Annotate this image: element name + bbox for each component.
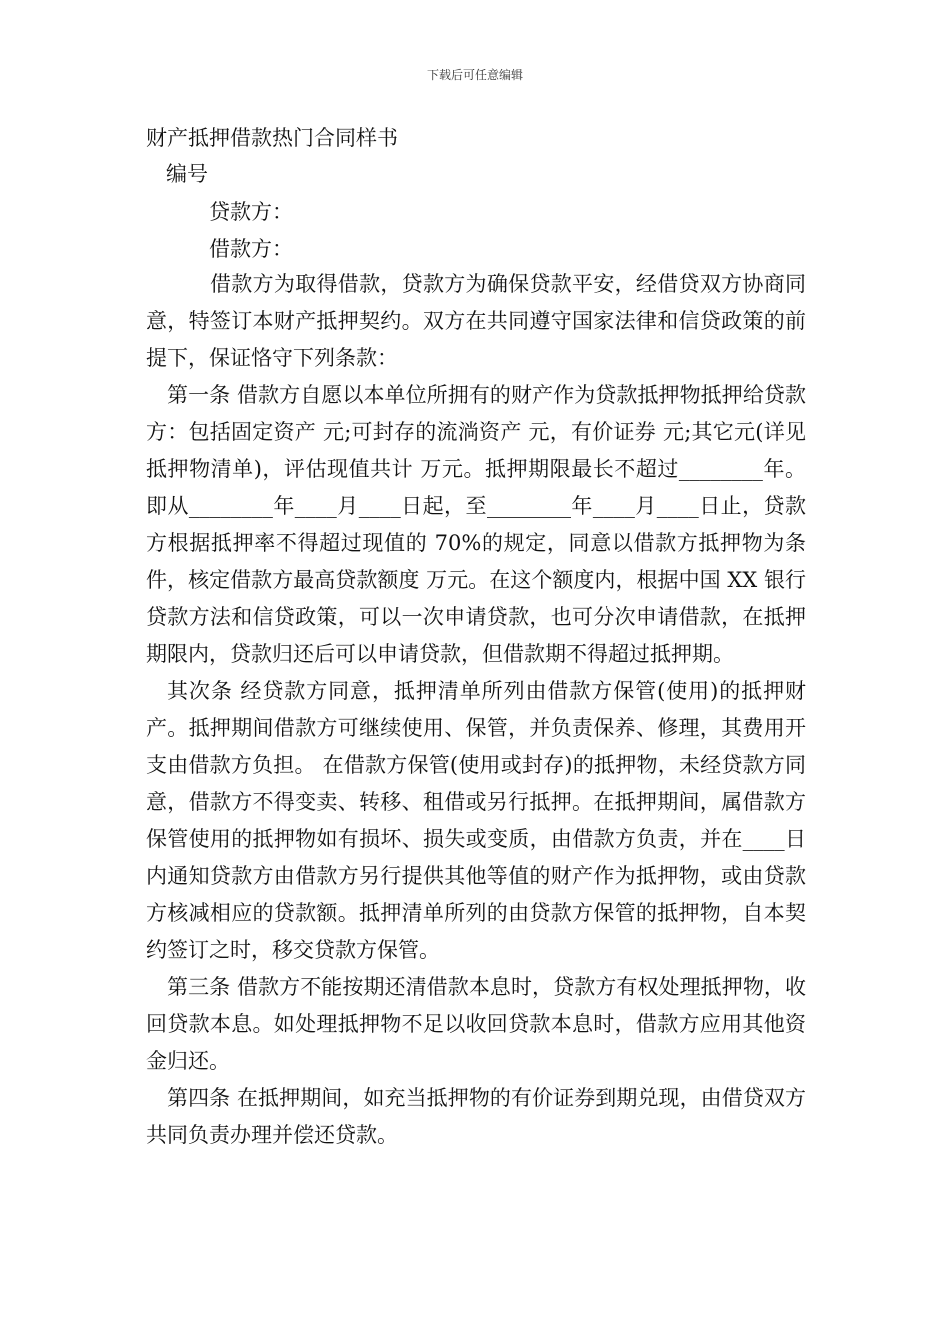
- intro-paragraph: 借款方为取得借款，贷款方为确保贷款平安，经借贷双方协商同意，特签订本财产抵押契约。双方在共同遵守国家法律和信贷政策的前提下，保证恪守下列条款：: [146, 272, 806, 370]
- article-4: 第四条 在抵押期间，如充当抵押物的有价证券到期兑现，由借贷双方共同负责办理并偿还贷款。: [146, 1086, 806, 1147]
- lender-label: 贷款方：: [209, 200, 293, 224]
- document-title: 财产抵押借款热门合同样书: [146, 126, 398, 150]
- article-2: 其次条 经贷款方同意，抵押清单所列由借款方保管(使用)的抵押财产。抵押期间借款方可继续使用、保管，并负责保养、修理，其费用开支由借款方负担。 在借款方保管(使用或封存)的抵押物，未经贷款方同意，借款方不得变卖、转移、租借或另行抵押。在抵押期间，属借款方保管使用的抵押物如有损坏、损失或变质，由借款方负责，并在____日内通知贷款方由借款方另行提供其他等值的财产作为抵押物，或由贷款方核减相应的贷款额。抵押清单所列的由贷款方保管的抵押物，自本契约签订之时，移交贷款方保管。: [146, 679, 806, 962]
- borrower-label: 借款方：: [209, 237, 293, 261]
- article-1: 第一条 借款方自愿以本单位所拥有的财产作为贷款抵押物抵押给贷款方：包括固定资产 元;可封存的流淌资产 元，有价证券 元;其它元(详见抵押物清单)，评估现值共计 万元。抵押期限最长不超过________年。即从________年____月____日起，至________年____月____日止，贷款方根据抵押率不得超过现值的 70%的规定，同意以借款方抵押物为条件，核定借款方最高贷款额度 万元。在这个额度内，根据中国 XX 银行贷款方法和信贷政策，可以一次申请贷款，也可分次申请借款，在抵押期限内，贷款归还后可以申请贷款，但借款期不得超过抵押期。: [146, 383, 806, 666]
- page-header: 下载后可任意编辑: [426, 68, 523, 82]
- contract-body: [146, 266, 806, 1154]
- article-3: 第三条 借款方不能按期还清借款本息时，贷款方有权处理抵押物，收回贷款本息。如处理抵押物不足以收回贷款本息时，借款方应用其他资金归还。: [146, 975, 806, 1073]
- number-label: 编号: [166, 162, 208, 186]
